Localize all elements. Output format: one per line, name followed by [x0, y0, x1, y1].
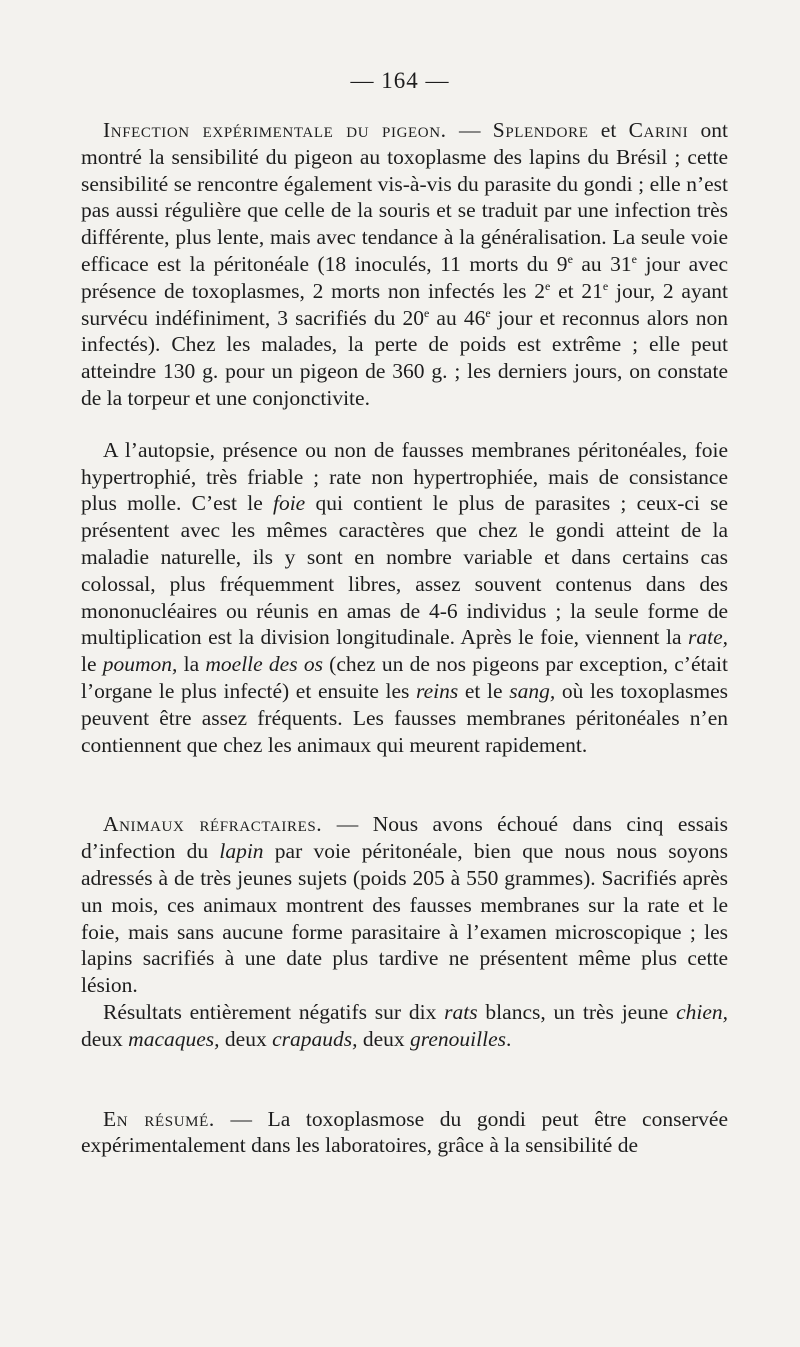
italic-term: rats [444, 999, 478, 1024]
page-body-text [81, 117, 728, 1159]
paragraph-negative-results: Résultats entièrement négatifs sur dix rats blancs, un très jeune chien, deux macaques, deux crapauds, deux grenouilles. [81, 999, 728, 1051]
author-name: Carini [628, 118, 689, 142]
italic-term: poumon, [102, 652, 178, 677]
section-heading-pigeon: Infection expérimentale du pigeon. [103, 118, 447, 142]
italic-term: sang, [509, 678, 556, 703]
italic-term: chien, [676, 999, 728, 1024]
section-heading-refractory: Animaux réfractaires. [103, 812, 323, 837]
paragraph-summary: En résumé. — La toxoplasmose du gondi peut être conservée expérimentalement dans les laboratoires, grâce à la sensibilité de [81, 1106, 729, 1158]
italic-term: foie [272, 491, 306, 516]
italic-term: macaques, [128, 1026, 220, 1051]
italic-term: grenouilles [410, 1026, 506, 1051]
paragraph-autopsy: A l’autopsie, présence ou non de fausses membranes péritonéales, foie hypertrophié, très friable ; rate non hypertrophiée, mais de consistance plus molle. C’est le foie qui contient le plus de parasites ; ceux-ci se présentent avec les mêmes caractères que chez le gondi atteint de la maladie naturelle, ils y sont en nombre variable et dans certains cas colossal, plus fréquemment libres, assez souvent contenus dans des mononucléaires ou réunis en amas de 4-6 individus ; la seule forme de multiplication est la division longitudinale. Après le foie, viennent la rate, le poumon, la moelle des os (chez un de nos pigeons par exception, c’était l’organe le plus infecté) et ensuite les reins et le sang, où les toxoplasmes peuvent être assez fréquents. Les fausses membranes péritonéales n’en contiennent que chez les animaux qui meurent rapidement. [81, 437, 728, 757]
author-name: Splendore [492, 118, 589, 142]
italic-term: lapin [219, 839, 264, 864]
page-number: — 164 — [350, 68, 450, 93]
italic-term: crapauds, [272, 1026, 358, 1051]
italic-term: rate, [687, 625, 728, 650]
italic-term: moelle des os [205, 652, 323, 677]
paragraph-pigeon-infection: Infection expérimentale du pigeon. — Splendore et Carini ont montré la sensibilité du pigeon au toxoplasme des lapins du Brésil ; cette sensibilité se rencontre également vis-à-vis du parasite du gondi ; elle n’est pas aussi régulière que celle de la souris et se traduit par une infection très différente, plus lente, mais avec tendance à la généralisation. La seule voie efficace est la péritonéale (18 inoculés, 11 morts du 9e au 31e jour avec présence de toxoplasmes, 2 morts non infectés les 2e et 21e jour, 2 ayant survécu indéfiniment, 3 sacrifiés du 20e au 46e jour et reconnus alors non infectés). Chez les malades, la perte de poids est extrême ; elle peut atteindre 130 g. pour un pigeon de 360 g. ; les derniers jours, on constate de la torpeur et une conjonctivite. [81, 118, 728, 410]
section-heading-summary: En résumé. [103, 1106, 215, 1131]
paragraph-refractory-animals: Animaux réfractaires. — Nous avons échoué dans cinq essais d’infection du lapin par voie péritonéale, bien que nous nous soyons adressés à de très jeunes sujets (poids 205 à 550 grammes). Sacrifiés après un mois, ces animaux montrent des fausses membranes sur la rate et le foie, mais sans aucune forme parasitaire à l’examen microscopique ; les lapins sacrifiés à une date plus tardive ne présentent même plus cette lésion. [81, 812, 728, 998]
italic-term: reins [416, 678, 459, 703]
